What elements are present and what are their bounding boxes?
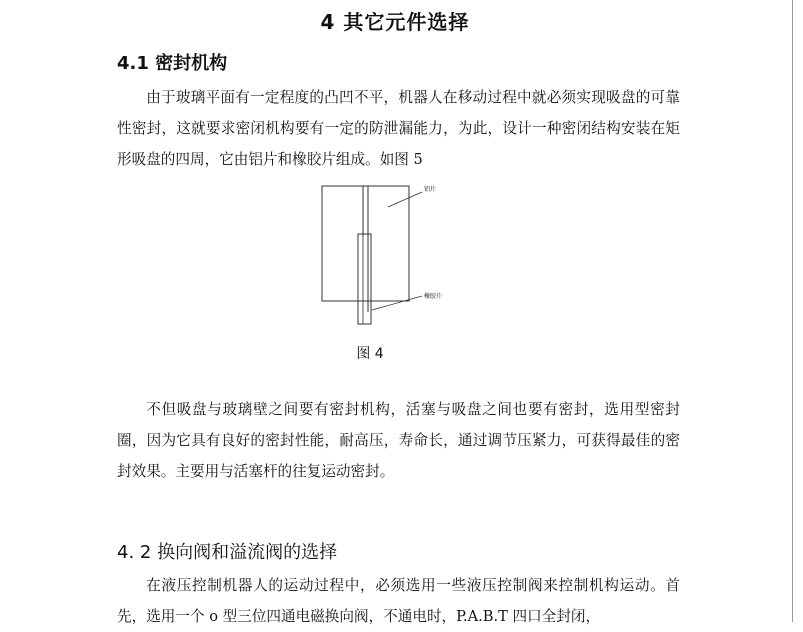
figure-caption: 图 4 (356, 346, 384, 362)
section-heading-valves: 4. 2 换向阀和溢流阀的选择 (117, 542, 338, 563)
figure-label-rubber: 橡胶片 (424, 293, 443, 300)
figure-label-aluminum: 铝片 (424, 186, 437, 193)
paragraph-valves-intro: 在液压控制机器人的运动过程中，必须选用一些液压控制阀来控制机构运动。首先，选用一个 o 型三位四通电磁换向阀，不通电时，P.A.B.T 四口全封闭， (117, 577, 680, 625)
section-heading-sealing: 4.1 密封机构 (117, 53, 228, 74)
paragraph-sealing-piston: 不但吸盘与玻璃壁之间要有密封机构，活塞与吸盘之间也要有密封，选用型密封圈，因为它具有良好的密封性能，耐高压，寿命长，通过调节压紧力，可获得最佳的密封效果。主要用与活塞杆的往复运动密封。 (117, 401, 680, 480)
page-edge-line (792, 0, 793, 622)
chapter-title: 4 其它元件选择 (320, 10, 470, 34)
paragraph-sealing-intro: 由于玻璃平面有一定程度的凸凹不平，机器人在移动过程中就必须实现吸盘的可靠性密封，这就要求密闭机构要有一定的防泄漏能力，为此，设计一种密闭结构安装在矩形吸盘的四周，它由铝片和橡胶片组成。如图 5 (117, 89, 680, 168)
figure-seal-structure (318, 182, 448, 332)
